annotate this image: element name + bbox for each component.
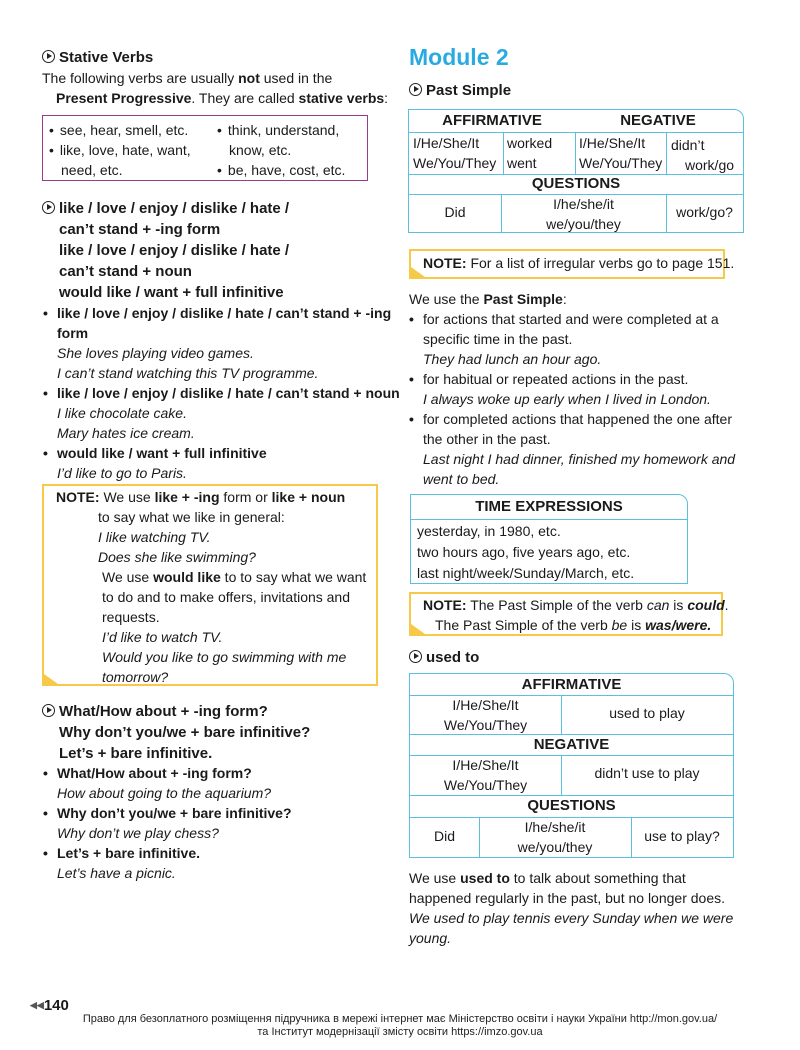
t: : xyxy=(384,90,389,106)
note-like-box xyxy=(42,484,378,686)
t: can xyxy=(646,597,670,613)
what-section xyxy=(42,701,387,764)
stative-heading xyxy=(42,47,382,68)
t: yesterday, in 1980, etc. xyxy=(417,523,561,539)
t: Why don’t you/we + bare infinitive? xyxy=(57,805,292,821)
t: We use the xyxy=(409,291,484,307)
note-irregular-box xyxy=(409,249,735,279)
t: I’d like to watch TV. xyxy=(102,629,223,645)
t: Past Simple xyxy=(483,291,563,307)
what-bullets: • What/How about + -ing form? How about going to the aquarium? • Why don’t you/we + bare infinitive? Why don’t we play chess? • Let’s + bare infinitive. Let’s have a picnic. xyxy=(57,763,387,883)
t: Let’s + bare infinitive. xyxy=(57,845,201,861)
t: I’d like to go to Paris. xyxy=(57,465,187,481)
t: We/You/They xyxy=(443,777,528,793)
stative-col-1: • see, hear, smell, etc. • like, love, hate, want, need, etc. xyxy=(49,122,191,178)
rewind-icon: ◀◀ xyxy=(30,1000,44,1010)
t: see, hear, smell, etc. xyxy=(59,122,189,138)
t: Mary hates ice cream. xyxy=(57,425,195,441)
t: For a list of irregular verbs go to page 151. xyxy=(466,255,735,271)
t: work/go? xyxy=(676,204,733,220)
t: Did xyxy=(433,828,455,844)
play-icon xyxy=(409,83,422,96)
t: like + -ing xyxy=(154,489,220,505)
t: We/You/They xyxy=(413,155,497,171)
t: for habitual or repeated actions in the past. xyxy=(423,371,689,387)
t: We use xyxy=(102,569,154,585)
affirmative-header: AFFIRMATIVE xyxy=(442,112,542,129)
t: I/He/She/It xyxy=(452,757,519,773)
t: I/he/she/it xyxy=(553,196,614,212)
what-heading xyxy=(42,701,387,764)
t: How about going to the aquarium? xyxy=(57,785,272,801)
t: She loves playing video games. xyxy=(57,345,254,361)
t: What/How about + -ing form? xyxy=(57,765,252,781)
t: The Past Simple of the verb xyxy=(466,597,647,613)
t: та Інститут модернізації змісту освіти https://imzo.gov.ua xyxy=(257,1026,543,1038)
note-corner-decoration xyxy=(411,624,425,634)
t: specific time in the past. xyxy=(423,331,573,347)
t: is xyxy=(627,617,646,633)
t: : xyxy=(562,291,567,307)
t: would like / want + full infinitive xyxy=(57,445,267,461)
t: stative verbs xyxy=(298,90,385,106)
t: Право для безоплатного розміщення підручника в мережі інтернет має Міністерство освіти і науки України http://mon.gov.ua/ xyxy=(82,1013,718,1025)
t: last night/week/Sunday/March, etc. xyxy=(417,565,635,581)
like-bullets: • like / love / enjoy / dislike / hate / can’t stand + -ing form She loves playing video games. I can’t stand watching this TV programme. • like / love / enjoy / dislike / hate / can’t stand + noun I like chocolate cake. Mary hates ice cream. • would like / want + full infinitive I’d like to go to Paris. xyxy=(43,305,400,481)
t: the other in the past. xyxy=(423,431,551,447)
time-expressions-box xyxy=(410,494,688,584)
t: to do and to make offers, invitations and xyxy=(102,589,351,605)
stative-section xyxy=(42,47,389,108)
t: . xyxy=(724,597,729,613)
like-heading xyxy=(42,198,387,303)
note-label: NOTE: xyxy=(56,489,100,505)
t: I like watching TV. xyxy=(98,529,211,545)
t: Why don’t you/we + bare infinitive? xyxy=(59,724,311,741)
t: like / love / enjoy / dislike / hate / can’t stand + noun xyxy=(57,385,400,401)
t: we/you/they xyxy=(517,839,593,855)
t: The Past Simple of the verb xyxy=(435,617,612,633)
t: We use xyxy=(409,870,461,886)
t: not xyxy=(238,70,260,86)
t: The following verbs are usually xyxy=(42,70,239,86)
t: worked xyxy=(507,135,553,151)
t: used to play xyxy=(609,705,685,721)
negative-header: NEGATIVE xyxy=(620,112,696,129)
used-to-heading xyxy=(409,647,479,668)
t: can’t stand + -ing form xyxy=(59,221,221,238)
t: to to say what we want xyxy=(220,569,367,585)
t: two hours ago, five years ago, etc. xyxy=(417,544,631,560)
t: like / love / enjoy / dislike / hate / xyxy=(59,242,290,259)
t: could xyxy=(687,597,725,613)
t: Past Simple xyxy=(426,82,512,99)
t: Let’s have a picnic. xyxy=(57,865,176,881)
t: Last night I had dinner, finished my homework and xyxy=(423,451,736,467)
t: form xyxy=(57,325,89,341)
t: like / love / enjoy / dislike / hate / can’t stand + -ing xyxy=(57,305,392,321)
note-corner-decoration xyxy=(44,674,58,684)
past-simple-table xyxy=(408,109,744,233)
questions-header: QUESTIONS xyxy=(527,797,616,814)
play-icon xyxy=(42,201,55,214)
play-icon xyxy=(409,650,422,663)
t: I/he/she/it xyxy=(524,819,586,835)
footer-text xyxy=(0,1013,800,1039)
t: I/He/She/It xyxy=(413,135,480,151)
questions-header: QUESTIONS xyxy=(531,175,621,192)
t: Did xyxy=(444,204,466,220)
t: I/He/She/It xyxy=(579,135,646,151)
t: is xyxy=(669,597,688,613)
t: We/You/They xyxy=(443,717,528,733)
module-title: Module 2 xyxy=(409,44,509,70)
t: tomorrow? xyxy=(102,669,169,685)
t: I always woke up early when I lived in London. xyxy=(423,391,711,407)
t: use to play? xyxy=(644,828,720,844)
page-number xyxy=(30,997,69,1014)
t: requests. xyxy=(102,609,160,625)
t: for actions that started and were completed at a xyxy=(423,311,719,327)
t: used in the xyxy=(259,70,333,86)
affirmative-header: AFFIRMATIVE xyxy=(521,676,622,693)
t: know, etc. xyxy=(229,142,292,158)
t: young. xyxy=(409,930,452,946)
t: be, have, cost, etc. xyxy=(227,162,346,178)
t: would like / want + full infinitive xyxy=(59,284,284,301)
t: I can’t stand watching this TV programme. xyxy=(57,365,319,381)
play-icon xyxy=(42,704,55,717)
note-corner-decoration xyxy=(411,267,425,277)
t: We use xyxy=(99,489,155,505)
t: Why don’t we play chess? xyxy=(57,825,219,841)
t: didn’t use to play xyxy=(594,765,700,781)
t: Let’s + bare infinitive. xyxy=(59,745,213,762)
t: like, love, hate, want, xyxy=(59,142,191,158)
t: need, etc. xyxy=(61,162,123,178)
t: to talk about something that xyxy=(509,870,686,886)
past-simple-usage: We use the Past Simple: • for actions that started and were completed at a specific time in the past. They had lunch an hour ago. • for habitual or repeated actions in the past. I always woke up early when I lived in London. • for completed actions that happened the one after the other in the past. Last night I had dinner, finished my homework and went to bed. xyxy=(409,289,779,489)
note-could-box xyxy=(409,592,729,636)
t: went xyxy=(507,155,537,171)
used-to-text xyxy=(409,868,779,948)
t: Would you like to go swimming with me xyxy=(102,649,347,665)
t: to say what we like in general: xyxy=(98,509,285,525)
t: form or xyxy=(219,489,272,505)
stative-intro-2 xyxy=(42,88,389,108)
like-section xyxy=(42,198,387,303)
t: like + noun xyxy=(271,489,346,505)
t: we/you/they xyxy=(546,216,621,232)
t: We/You/They xyxy=(579,155,663,171)
t: for completed actions that happened the one after xyxy=(423,411,732,427)
past-simple-heading xyxy=(409,80,511,101)
stative-col-2: • think, understand, know, etc. • be, have, cost, etc. xyxy=(217,122,346,178)
t: used to xyxy=(460,870,510,886)
note-label: NOTE: xyxy=(423,255,467,271)
t: like / love / enjoy / dislike / hate / xyxy=(59,200,290,217)
t: What/How about + -ing form? xyxy=(59,703,268,720)
note-label: NOTE: xyxy=(423,597,467,613)
t: 140 xyxy=(43,997,69,1014)
play-icon xyxy=(42,50,55,63)
t: I like chocolate cake. xyxy=(57,405,187,421)
t: think, understand, xyxy=(227,122,340,138)
t: didn’t xyxy=(671,137,705,153)
stative-heading-text: Stative Verbs xyxy=(59,49,154,66)
t: happened regularly in the past, but no longer does. xyxy=(409,890,726,906)
t: went to bed. xyxy=(423,471,500,487)
t: . They are called xyxy=(191,90,299,106)
stative-intro-1 xyxy=(42,68,382,88)
t: I/He/She/It xyxy=(452,697,519,713)
time-expressions-title: TIME EXPRESSIONS xyxy=(475,498,623,515)
t: work/go xyxy=(685,157,735,173)
used-to-table xyxy=(409,673,734,858)
t: can’t stand + noun xyxy=(59,263,192,280)
stative-verbs-box xyxy=(42,115,368,181)
t: used to xyxy=(426,649,480,666)
negative-header: NEGATIVE xyxy=(533,736,610,753)
t: was/were. xyxy=(645,617,712,633)
t: They had lunch an hour ago. xyxy=(423,351,602,367)
t: Does she like swimming? xyxy=(98,549,256,565)
t: would like xyxy=(153,569,221,585)
t: Present Progressive xyxy=(56,90,192,106)
t: We used to play tennis every Sunday when we were xyxy=(409,910,734,926)
t: be xyxy=(611,617,628,633)
